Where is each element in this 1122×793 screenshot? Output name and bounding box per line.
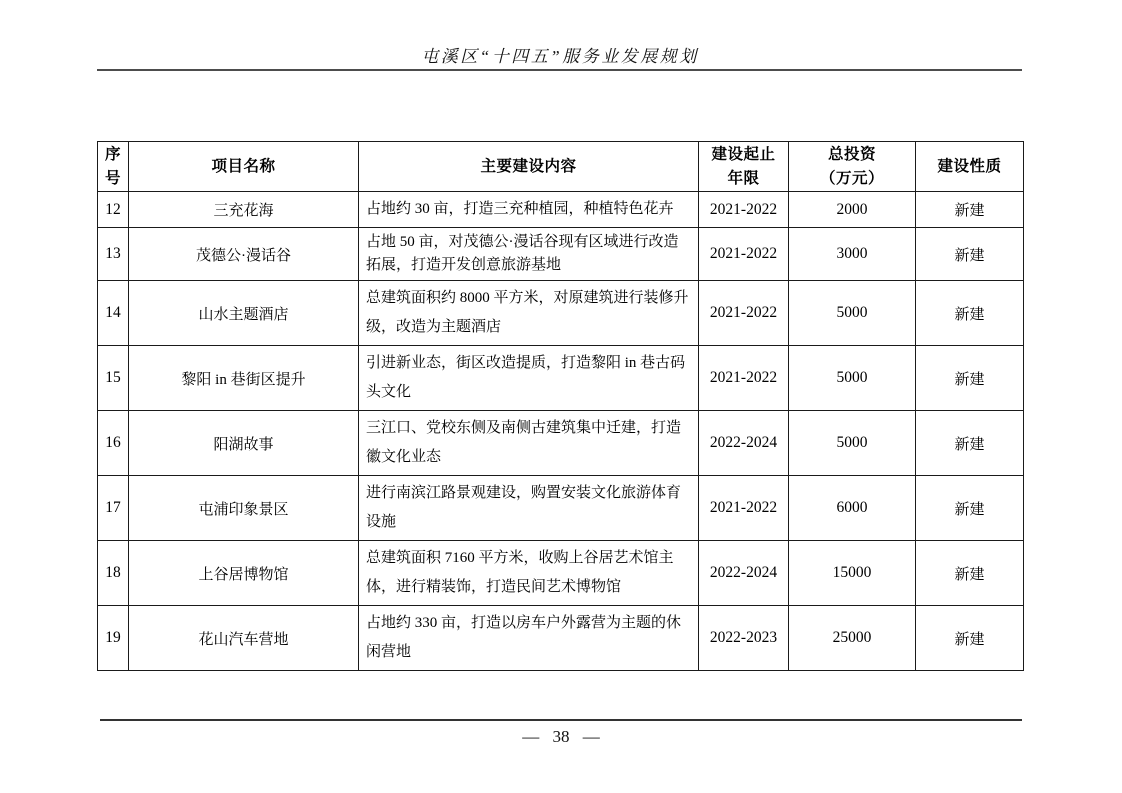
cell-construction-content: 占地约 330 亩，打造以房车户外露营为主题的休闲营地 (359, 606, 699, 671)
cell-construction-nature: 新建 (916, 346, 1024, 411)
table-row (98, 541, 1024, 606)
cell-total-investment: 25000 (789, 606, 916, 671)
cell-project-name: 山水主题酒店 (129, 281, 359, 346)
projects-table (97, 141, 1024, 671)
cell-construction-nature: 新建 (916, 606, 1024, 671)
cell-project-name: 黎阳 in 巷街区提升 (129, 346, 359, 411)
table-row (98, 192, 1024, 228)
cell-project-name: 花山汽车营地 (129, 606, 359, 671)
cell-construction-content: 三江口、党校东侧及南侧古建筑集中迁建，打造徽文化业态 (359, 411, 699, 476)
cell-construction-period: 2021-2022 (699, 192, 789, 228)
header-divider (97, 69, 1022, 71)
cell-construction-nature: 新建 (916, 541, 1024, 606)
cell-serial-number: 19 (98, 606, 129, 671)
table-row (98, 606, 1024, 671)
column-header-construction-content: 主要建设内容 (359, 142, 699, 192)
cell-construction-nature: 新建 (916, 411, 1024, 476)
cell-total-investment: 15000 (789, 541, 916, 606)
table-header-row (98, 142, 1024, 192)
cell-construction-nature: 新建 (916, 228, 1024, 281)
column-header-construction-nature: 建设性质 (916, 142, 1024, 192)
table-row (98, 346, 1024, 411)
page-number: — 38 — (522, 727, 600, 746)
cell-total-investment: 5000 (789, 281, 916, 346)
cell-serial-number: 15 (98, 346, 129, 411)
cell-construction-period: 2022-2024 (699, 411, 789, 476)
cell-construction-nature: 新建 (916, 192, 1024, 228)
cell-project-name: 阳湖故事 (129, 411, 359, 476)
table-row (98, 281, 1024, 346)
column-header-serial-number: 序 号 (98, 142, 129, 192)
cell-construction-period: 2021-2022 (699, 346, 789, 411)
cell-serial-number: 18 (98, 541, 129, 606)
cell-construction-nature: 新建 (916, 281, 1024, 346)
cell-construction-content: 进行南滨江路景观建设，购置安装文化旅游体育设施 (359, 476, 699, 541)
document-header-title: 屯溪区“十四五”服务业发展规划 (421, 47, 699, 66)
cell-total-investment: 2000 (789, 192, 916, 228)
cell-construction-nature: 新建 (916, 476, 1024, 541)
cell-project-name: 上谷居博物馆 (129, 541, 359, 606)
cell-construction-content: 总建筑面积约 8000 平方米，对原建筑进行装修升级，改造为主题酒店 (359, 281, 699, 346)
cell-total-investment: 6000 (789, 476, 916, 541)
table-row (98, 228, 1024, 281)
cell-construction-period: 2022-2024 (699, 541, 789, 606)
cell-project-name: 三充花海 (129, 192, 359, 228)
table-row (98, 476, 1024, 541)
cell-construction-period: 2021-2022 (699, 281, 789, 346)
cell-construction-content: 引进新业态，街区改造提质，打造黎阳 in 巷古码头文化 (359, 346, 699, 411)
cell-construction-content: 占地 50 亩，对茂德公·漫话谷现有区域进行改造拓展，打造开发创意旅游基地 (359, 228, 699, 281)
cell-project-name: 茂德公·漫话谷 (129, 228, 359, 281)
cell-construction-content: 总建筑面积 7160 平方米，收购上谷居艺术馆主体，进行精装饰，打造民间艺术博物馆 (359, 541, 699, 606)
cell-construction-content: 占地约 30 亩，打造三充种植园，种植特色花卉 (359, 192, 699, 228)
table-row (98, 411, 1024, 476)
column-header-project-name: 项目名称 (129, 142, 359, 192)
column-header-construction-period: 建设起止 年限 (699, 142, 789, 192)
cell-serial-number: 16 (98, 411, 129, 476)
cell-serial-number: 12 (98, 192, 129, 228)
footer-divider (100, 719, 1022, 721)
cell-total-investment: 5000 (789, 346, 916, 411)
cell-construction-period: 2021-2022 (699, 476, 789, 541)
cell-serial-number: 14 (98, 281, 129, 346)
cell-construction-period: 2022-2023 (699, 606, 789, 671)
cell-serial-number: 17 (98, 476, 129, 541)
cell-total-investment: 5000 (789, 411, 916, 476)
cell-construction-period: 2021-2022 (699, 228, 789, 281)
cell-project-name: 屯浦印象景区 (129, 476, 359, 541)
cell-serial-number: 13 (98, 228, 129, 281)
cell-total-investment: 3000 (789, 228, 916, 281)
column-header-total-investment: 总投资 （万元） (789, 142, 916, 192)
